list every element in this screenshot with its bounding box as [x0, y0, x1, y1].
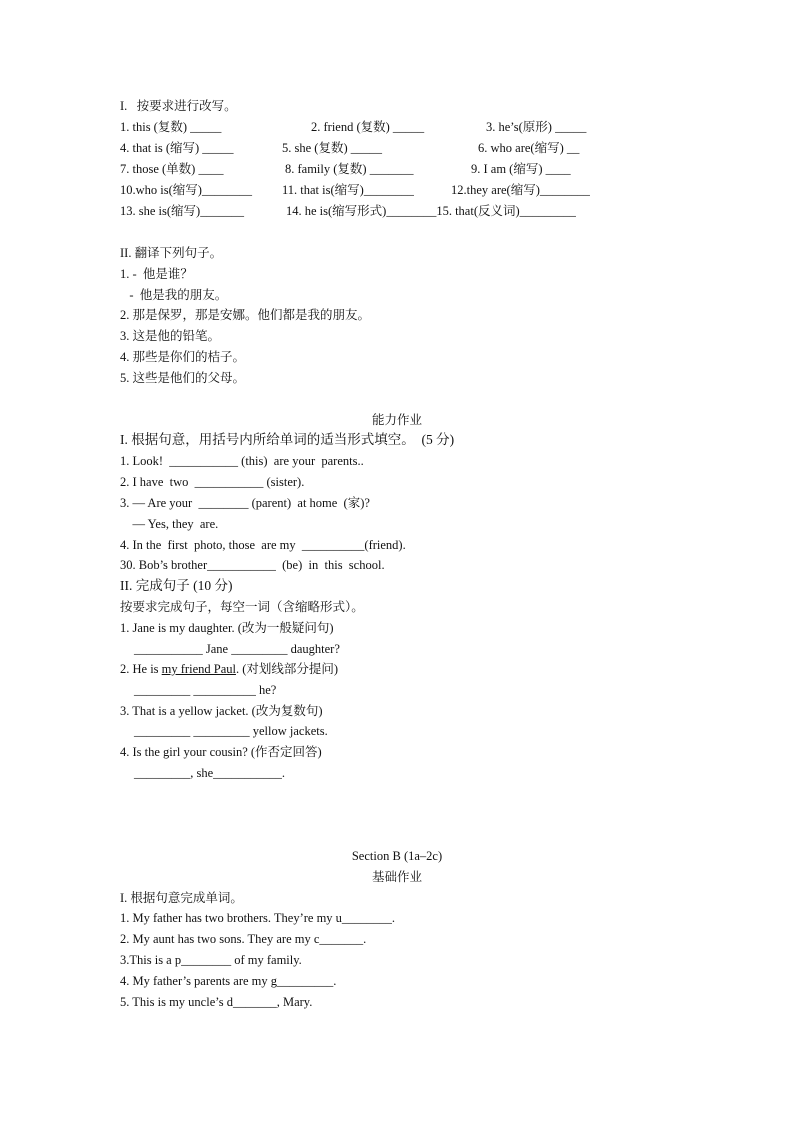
fill-item: 1. Look! ___________ (this) are your parents.. [120, 454, 364, 468]
part1-item-3: 3. he’s(原形) _____ [486, 120, 587, 134]
fill-item: 3. — Are your ________ (parent) at home (家)? [120, 496, 370, 510]
question-2 [120, 661, 338, 677]
section-b-item: 5. This is my uncle’s d_______, Mary. [120, 995, 313, 1009]
part1-item-9: 9. I am (缩写) ____ [471, 162, 571, 176]
answer-4: _________, she___________. [134, 766, 286, 780]
answer-2: _________ __________ he? [134, 683, 277, 697]
part2-heading: II. 翻译下列句子。 [120, 246, 223, 260]
answer-3: _________ _________ yellow jackets. [134, 724, 328, 738]
section-b-item: 3.This is a p________ of my family. [120, 953, 302, 967]
section-b-heading: I. 根据句意完成单词。 [120, 891, 243, 905]
part2-item: 3. 这是他的铅笔。 [120, 329, 221, 343]
question-2-prefix: 2. He is [120, 662, 162, 676]
section-b-item: 1. My father has two brothers. They’re my u________. [120, 911, 396, 925]
part1-item-14-15: 14. he is(缩写形式)________15. that(反义词)_________ [286, 204, 576, 218]
part1-item-8: 8. family (复数) _______ [285, 162, 414, 176]
question-4: 4. Is the girl your cousin? (作否定回答) [120, 745, 322, 759]
answer-1: ___________ Jane _________ daughter? [134, 642, 340, 656]
part1-item-10: 10.who is(缩写)________ [120, 183, 252, 197]
part1-item-7: 7. those (单数) ____ [120, 162, 224, 176]
part1-heading: I. 按要求进行改写。 [120, 99, 237, 113]
section-b-item: 2. My aunt has two sons. They are my c_______. [120, 932, 367, 946]
section-b-subtitle: 基础作业 [371, 870, 422, 884]
ability-heading-2: II. 完成句子 (10 分) [120, 578, 233, 593]
underlined-phrase: my friend Paul [161, 662, 236, 676]
question-1: 1. Jane is my daughter. (改为一般疑问句) [120, 621, 334, 635]
fill-item: 2. I have two ___________ (sister). [120, 475, 305, 489]
part2-item: 2. 那是保罗，那是安娜。他们都是我的朋友。 [120, 308, 371, 322]
part1-item-12: 12.they are(缩写)________ [451, 183, 590, 197]
part2-item: - 他是我的朋友。 [120, 288, 228, 302]
fill-item: 30. Bob’s brother___________ (be) in this school. [120, 558, 385, 572]
part1-item-11: 11. that is(缩写)________ [282, 183, 414, 197]
ability-title: 能力作业 [371, 413, 422, 427]
section-b-title: Section B (1a–2c) [351, 849, 443, 863]
part1-item-5: 5. she (复数) _____ [282, 141, 382, 155]
part1-item-6: 6. who are(缩写) __ [478, 141, 580, 155]
ability-instruction: 按要求完成句子，每空一词（含缩略形式）。 [120, 600, 364, 614]
ability-heading-1: I. 根据句意，用括号内所给单词的适当形式填空。 (5 分) [120, 432, 455, 447]
part1-item-13: 13. she is(缩写)_______ [120, 204, 244, 218]
part2-item: 4. 那些是你们的桔子。 [120, 350, 246, 364]
part2-item: 1. - 他是谁？ [120, 267, 193, 281]
section-b-item: 4. My father’s parents are my g_________. [120, 974, 337, 988]
part1-item-2: 2. friend (复数) _____ [311, 120, 425, 134]
question-3: 3. That is a yellow jacket. (改为复数句) [120, 704, 323, 718]
question-2-suffix: . (对划线部分提问) [235, 662, 339, 676]
fill-item: — Yes, they are. [120, 517, 219, 531]
part2-item: 5. 这些是他们的父母。 [120, 371, 246, 385]
part1-item-4: 4. that is (缩写) _____ [120, 141, 234, 155]
fill-item: 4. In the first photo, those are my __________(friend). [120, 538, 406, 552]
part1-item-1: 1. this (复数) _____ [120, 120, 222, 134]
